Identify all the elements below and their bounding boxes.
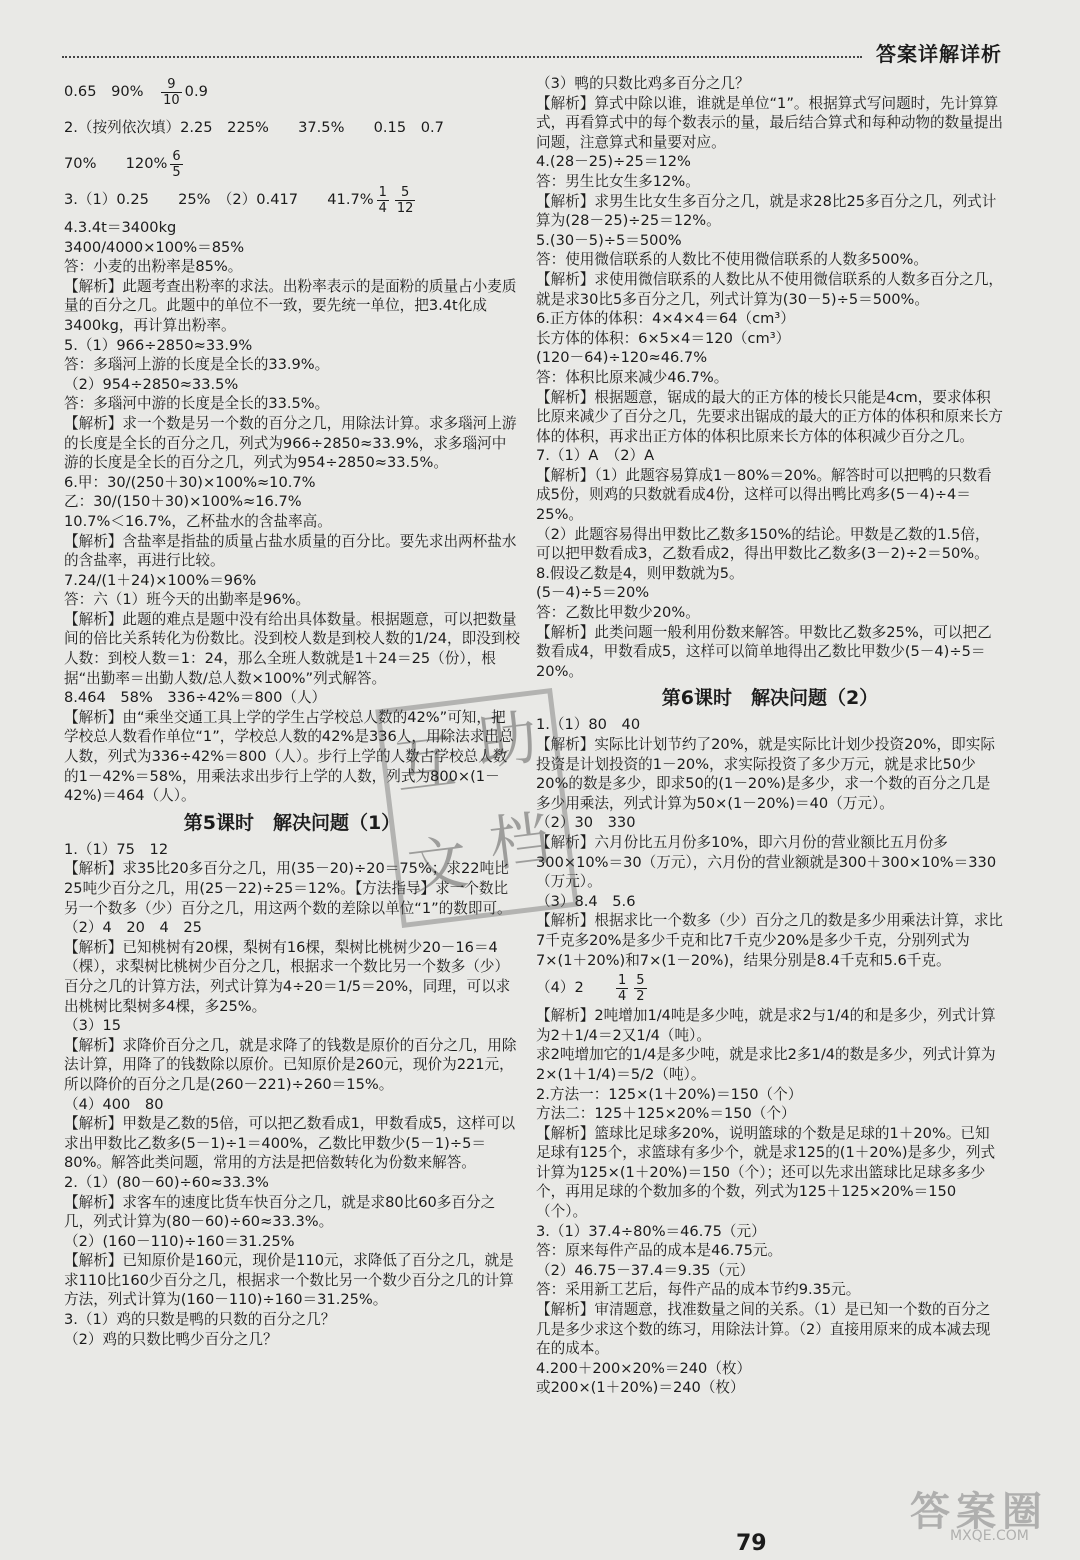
- explanation: 【解析】求降价百分之几，就是求降了的钱数是原价的百分之几，用除法计算，用降了的钱数除以原价。已知原价是260元，现价为221元，所以降价的百分之几是(260－221)÷260＝15%。: [64, 1036, 517, 1093]
- explanation: （2）此题容易得出甲数比乙数多150%的结论。甲数是乙数的1.5倍，可以把甲数看成3，乙数看成2，得出甲数比乙数多(3－2)÷2＝50%。: [536, 525, 990, 563]
- answer-line: 答：多瑙河中游的长度是全长的33.5%。: [64, 395, 330, 413]
- explanation: 【解析】此类问题一般利用份数来解答。甲数比乙数多25%，可以把乙数看成4，甲数看成5，这样可以简单地得出乙数比甲数少(5－4)÷5＝20%。: [536, 623, 992, 680]
- answer-line: 2.（按列依次填）2.25 225% 37.5% 0.15 0.7: [64, 119, 444, 136]
- answer-line: (120－64)÷120≈46.7%: [536, 349, 708, 367]
- answer-line: 8.464 58% 336÷42%＝800（人）: [64, 689, 327, 707]
- answer-line: （2）46.75－37.4＝9.35（元）: [536, 1261, 755, 1279]
- explanation: 【解析】审清题意，找准数量之间的关系。（1）是已知一个数的百分之几是多少求这个数的练习，用除法计算。（2）直接用原来的成本减去现在的成本。: [536, 1301, 991, 1358]
- explanation: 【解析】含盐率是指盐的质量占盐水质量的百分比。要先求出两杯盐水的含盐率，再进行比较。: [64, 532, 517, 570]
- answer-line: 1.（1）75 12: [64, 840, 169, 858]
- page-number: 79: [736, 1531, 767, 1556]
- answer-line: 答：多瑙河上游的长度是全长的33.9%。: [64, 356, 330, 374]
- page-header-title: 答案详解详析: [876, 42, 1002, 66]
- answer-line: 3.（1）鸡的只数是鸭的只数的百分之几？: [64, 1311, 336, 1329]
- answer-line: 7.（1）A （2）A: [536, 447, 655, 465]
- answer-line: 答：原来每件产品的成本是46.75元。: [536, 1242, 783, 1260]
- answer-line: 70% 120% $\frac{6}{5}$: [64, 148, 181, 180]
- answer-line: 5.(30－5)÷5＝500%: [536, 231, 682, 249]
- answer-line: （3）8.4 5.6: [536, 892, 636, 910]
- watermark-stamp: [375, 688, 578, 928]
- answer-line: （2）954÷2850≈33.5%: [64, 375, 239, 393]
- answer-line: 3400/4000×100%＝85%: [64, 238, 245, 256]
- stamp-char: 档: [485, 803, 554, 881]
- answer-line: 4.200＋200×20%＝240（枚）: [536, 1359, 752, 1377]
- answer-line: 10.7%＜16.7%，乙杯盐水的含盐率高。: [64, 512, 332, 530]
- answer-line: 0.65 90% $\frac{9}{10}$ 0.9: [64, 76, 208, 108]
- explanation: 【解析】此题考查出粉率的求法。出粉率表示的是面粉的质量占小麦质量的百分之几。此题中的单位不一致，要先统一单位，把3.4t化成3400kg，再计算出粉率。: [64, 277, 517, 334]
- explanation: 【解析】求男生比女生多百分之几，就是求28比25多百分之几，列式计算为(28－25)÷25＝12%。: [536, 192, 997, 230]
- watermark-char: 答: [910, 1489, 950, 1535]
- explanation: 【解析】此题的难点是题中没有给出具体数量。根据题意，可以把数量间的倍比关系转化为份数比。没到校人数是到校人数的1/24，即没到校人数：到校人数＝1：24，那么全班人数就是1＋24＝25（份），根据“出勤率＝出勤人数/总人数×100%”列式解答。: [64, 610, 520, 687]
- answer-line: 长方体的体积：6×5×4＝120（cm³）: [536, 329, 791, 347]
- right-column: [536, 74, 1004, 1398]
- answer-line: 3.（1）0.25 25% （2）0.417 41.7% $\frac{1}{4}$ $\frac{5}{12}$: [64, 184, 414, 216]
- explanation: 【解析】根据题意，锯成的最大的正方体的棱长只能是4cm，要求体积比原来减少了百分之几，先要求出锯成的最大的正方体的体积和原来长方体的体积，再求出正方体的体积比原来长方体的体积减少百分之几。: [536, 388, 1004, 445]
- answer-line: 1.（1）80 40: [536, 716, 641, 734]
- answer-line: 答：六（1）班今天的出勤率是96%。: [64, 591, 311, 609]
- answer-line: 6.正方体的体积：4×4×4＝64（cm³）: [536, 310, 795, 328]
- answer-line: 或200×(1＋20%)＝240（枚）: [536, 1379, 745, 1397]
- section-title: 第6课时 解决问题（2）: [661, 687, 879, 710]
- explanation: 【解析】2吨增加1/4吨是多少吨，就是求2与1/4的和是多少，列式计算为2＋1/4＝2又1/4（吨）。: [536, 1007, 996, 1044]
- explanation: 【解析】六月份比五月份多10%，即六月份的营业额比五月份多300×10%＝30（万元），六月份的营业额就是300＋300×10%＝330（万元）。: [536, 833, 997, 891]
- answer-line: 方法二：125＋125×20%＝150（个）: [536, 1105, 796, 1123]
- explanation: 【解析】实际比计划节约了20%，就是实际比计划少投资20%，即实际投资是计划投资的1－20%，求实际投资了多少万元，就是求比50少20%的数是多少，即求50的(1－20%)是多少，求一个数的百分之几是多少用乘法，列式计算为50×(1－20%)＝40（万元）。: [536, 736, 995, 812]
- fraction: $\frac{1}{4}$: [378, 184, 387, 216]
- watermark-char: 圈: [1002, 1489, 1042, 1535]
- answer-line: （2）(160－110)÷160＝31.25%: [64, 1232, 295, 1250]
- answer-line: （2）鸡的只数比鸭少百分之几？: [64, 1330, 278, 1348]
- explanation: 【解析】算式中除以谁，谁就是单位“1”。根据算式写问题时，先计算算式，再看算式中的每个数表示的量，最后结合算式和每种动物的数量提出问题，注意算式和量要对应。: [536, 94, 1004, 151]
- explanation: 求2吨增加它的1/4是多少吨，就是求比2多1/4的数是多少，列式计算为2×(1＋1/4)＝5/2（吨）。: [536, 1046, 996, 1083]
- answer-line: 7.24/(1＋24)×100%＝96%: [64, 571, 257, 589]
- explanation: 【解析】求客车的速度比货车快百分之几，就是求80比60多百分之几，列式计算为(80－60)÷60≈33.3%。: [64, 1193, 496, 1231]
- answer-line: 8.假设乙数是4，则甲数就为5。: [536, 564, 744, 582]
- answer-line: （3）15: [64, 1017, 122, 1035]
- explanation: 【解析】求35比20多百分之几，用(35－20)÷20＝75%；求22吨比25吨少百分之几，用(25－22)÷25＝12%。【方法指导】求一个数比另一个数多（少）百分之几，用这两个数的差除以单位“1”的数即可。: [64, 860, 512, 917]
- explanation: 【解析】求使用微信联系的人数比从不使用微信联系的人数多百分之几，就是求30比5多百分之几，列式计算为(30－5)÷5＝500%。: [536, 270, 1004, 308]
- answer-line: （2）30 330: [536, 814, 636, 832]
- answer-line: (5－4)÷5＝20%: [536, 584, 650, 602]
- stamp-char: 互: [391, 726, 460, 804]
- watermark-text: MXQE.COM: [950, 1528, 1029, 1544]
- explanation: 【解析】求一个数是另一个数的百分之几，用除法计算。求多瑙河上游的长度是全长的百分之几，列式为966÷2850≈33.9%，求多瑙河中游的长度是全长的百分之几，列式为954÷2850≈33.5%。: [64, 414, 517, 472]
- explanation: 【解析】由“乘坐交通工具上学的学生占学校总人数的42%”可知，把学校总人数看作单位“1”，学校总人数的42%是336人，用除法求出总人数，列式为336÷42%＝800（人）。步行上学的人数占学校总人数的1－42%＝58%，用乘法求出步行上学的人数，列式为800×(1－42%)＝464（人）。: [64, 708, 514, 805]
- explanation: 【解析】根据求比一个数多（少）百分之几的数是多少用乘法计算，求比7千克多20%是多少千克和比7千克少20%是多少千克，分别列式为7×(1＋20%)和7×(1－20%)，结果分别是8.4千克和5.6千克。: [536, 912, 1004, 969]
- answer-line: 乙：30/(150＋30)×100%≈16.7%: [64, 493, 302, 511]
- explanation: 【解析】篮球比足球多20%，说明篮球的个数是足球的1＋20%。已知足球有125个，求篮球有多少个，就是求125的(1＋20%)是多少，列式计算为125×(1＋20%)＝150（个）；还可以先求出篮球比足球多多少个，再用足球的个数加多的个数，列式为125＋125×20%＝150（个）。: [536, 1124, 996, 1221]
- answer-line: 答：使用微信联系的人数比不使用微信联系的人数多500%。: [536, 251, 928, 269]
- answer-line: 答：乙数比甲数少20%。: [536, 604, 700, 622]
- section-title: 第5课时 解决问题（1）: [183, 811, 401, 834]
- site-watermark: [910, 1480, 1060, 1550]
- fraction: $\frac{5}{12}$: [396, 184, 414, 216]
- stamp-char: 文: [403, 827, 472, 905]
- answer-line: （4）400 80: [64, 1095, 164, 1113]
- watermark-char: 案: [956, 1489, 996, 1535]
- fraction: $\frac{9}{10}$: [163, 76, 180, 108]
- fraction: $\frac{6}{5}$: [172, 148, 181, 180]
- answer-line: 答：男生比女生多12%。: [536, 172, 700, 190]
- answer-line: 答：体积比原来减少46.7%。: [536, 368, 729, 386]
- answer-line: 4.(28－25)÷25＝12%: [536, 153, 691, 171]
- explanation: 【解析】已知原价是160元，现价是110元，求降低了百分之几，就是求110比160少百分之几，根据求一个数比另一个数少百分之几的计算方法，列式计算为(160－110)÷160＝31.25%。: [64, 1252, 514, 1309]
- answer-line: 2.方法一：125×(1＋20%)＝150（个）: [536, 1085, 803, 1103]
- header-rule: [62, 56, 862, 58]
- answer-line: 答：小麦的出粉率是85%。: [64, 258, 243, 276]
- answer-line: （2）4 20 4 25: [64, 919, 202, 937]
- explanation: 【解析】（1）此题容易算成1－80%＝20%。解答时可以把鸭的只数看成5份，则鸡的只数就看成4份，这样可以得出鸭比鸡多(5－4)÷4＝25%。: [536, 466, 992, 524]
- explanation: 【解析】已知桃树有20棵，梨树有16棵，梨树比桃树少20－16＝4（棵），求梨树比桃树少百分之几，根据求一个数比另一个数多（少）百分之几的计算方法，列式计算为4÷20＝1/5＝20%，同理，可以求出桃树比梨树多4棵，多25%。: [64, 938, 511, 1015]
- answer-line: 2.（1）(80－60)÷60≈33.3%: [64, 1173, 269, 1191]
- answer-line: 答：采用新工艺后，每件产品的成本节约9.35元。: [536, 1281, 861, 1299]
- answer-line: （3）鸭的只数比鸡多百分之几？: [536, 75, 750, 92]
- explanation: 【解析】甲数是乙数的5倍，可以把乙数看成1，甲数看成5，这样可以求出甲数比乙数多(5－1)÷1＝400%，乙数比甲数少(5－1)÷5＝80%。解答此类问题，常用的方法是把倍数转化为份数来解答。: [64, 1115, 516, 1172]
- answer-line: 6.甲：30/(250＋30)×100%≈10.7%: [64, 473, 316, 491]
- answer-line: 3.（1）37.4÷80%＝46.75（元）: [536, 1222, 766, 1240]
- answer-line: 4.3.4t＝3400kg: [64, 219, 177, 236]
- fraction: $\frac{1}{4}$: [617, 972, 627, 1004]
- answer-line: （4）2 $\frac{1}{4}$ $\frac{5}{2}$: [536, 972, 645, 1004]
- stamp-char: 助: [472, 702, 542, 780]
- answer-line: 5.（1）966÷2850≈33.9%: [64, 336, 253, 354]
- fraction: $\frac{5}{2}$: [636, 972, 645, 1004]
